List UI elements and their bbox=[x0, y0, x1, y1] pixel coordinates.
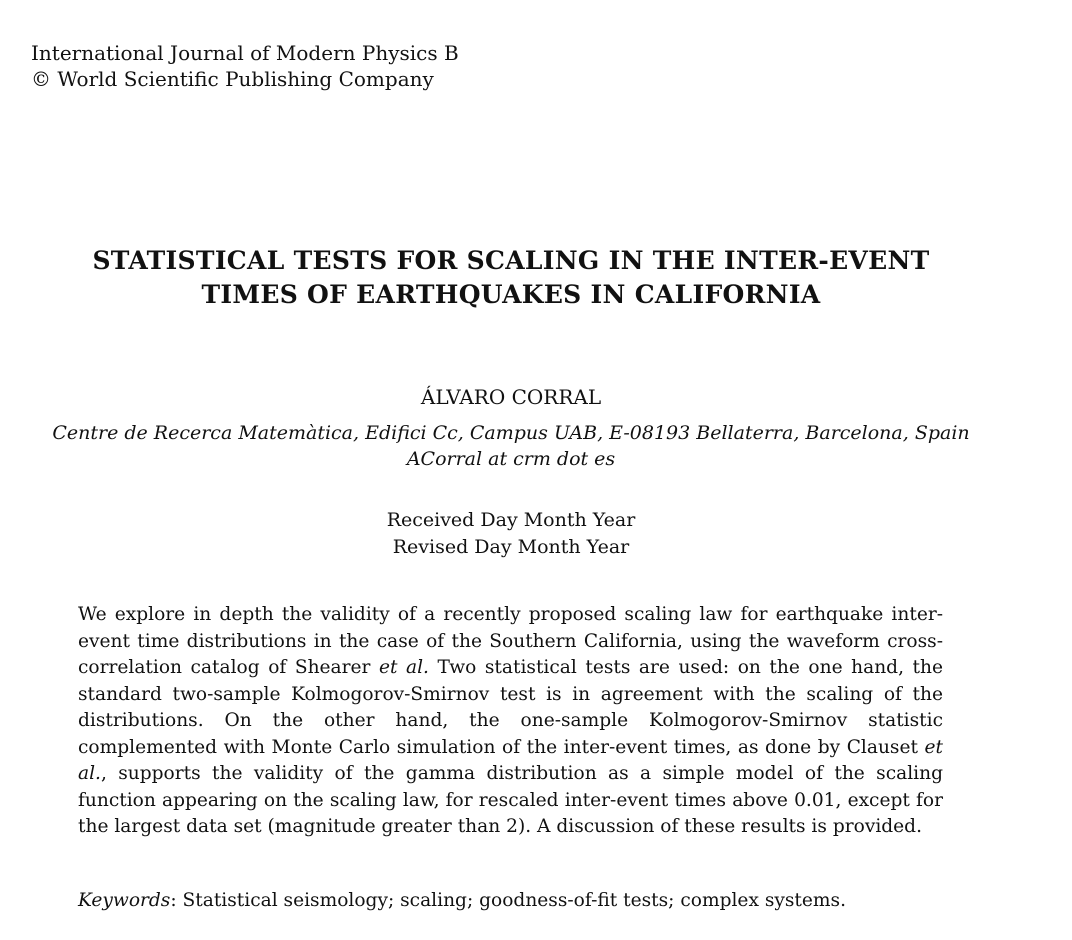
abstract-etal-1: et al. bbox=[378, 657, 429, 678]
affiliation: Centre de Recerca Matemàtica, Edifici Cc, Campus UAB, E-08193 Bellaterra, Barcelona, Spain bbox=[52, 422, 970, 444]
keywords-text: : Statistical seismology; scaling; goodness-of-fit tests; complex systems. bbox=[170, 890, 846, 911]
abstract-etal-2: et al. bbox=[78, 736, 943, 784]
title-line-1: STATISTICAL TESTS FOR SCALING IN THE INTER-EVENT bbox=[92, 246, 930, 275]
abstract bbox=[78, 602, 943, 841]
journal-name: International Journal of Modern Physics B bbox=[31, 41, 459, 65]
author-name: ÁLVARO CORRAL bbox=[420, 385, 602, 409]
author-email: ACorral at crm dot es bbox=[406, 448, 616, 470]
dates-block bbox=[0, 507, 1022, 561]
abstract-text-3: , supports the validity of the gamma distribution as a simple model of the scaling function appearing on the scaling law, for rescaled inter-event times above 0.01, except for the largest data set (magnitude greater than 2). A discussion of these results is provided. bbox=[78, 763, 943, 837]
publisher-line: © World Scientific Publishing Company bbox=[31, 67, 434, 91]
received-date: Received Day Month Year bbox=[386, 509, 636, 531]
revised-date: Revised Day Month Year bbox=[392, 536, 630, 558]
keywords bbox=[78, 888, 978, 914]
title-line-2: TIMES OF EARTHQUAKES IN CALIFORNIA bbox=[201, 280, 821, 309]
abstract-text-2: Two statistical tests are used: on the one hand, the standard two-sample Kolmogorov-Smirnov test is in agreement with the scaling of the distributions. On the other hand, the one-sample Kolmogorov-Smirnov statistic complemented with Monte Carlo simulation of the inter-event times, as done by Clauset bbox=[78, 657, 943, 758]
keywords-label: Keywords bbox=[78, 890, 171, 911]
paper-title bbox=[0, 244, 1022, 312]
author-affiliation-block bbox=[0, 420, 1022, 472]
abstract-text-1: We explore in depth the validity of a recently proposed scaling law for earthquake inter-event time distributions in the case of the Southern California, using the waveform cross-correlation catalog of Shearer bbox=[78, 604, 943, 678]
journal-header bbox=[31, 40, 459, 92]
